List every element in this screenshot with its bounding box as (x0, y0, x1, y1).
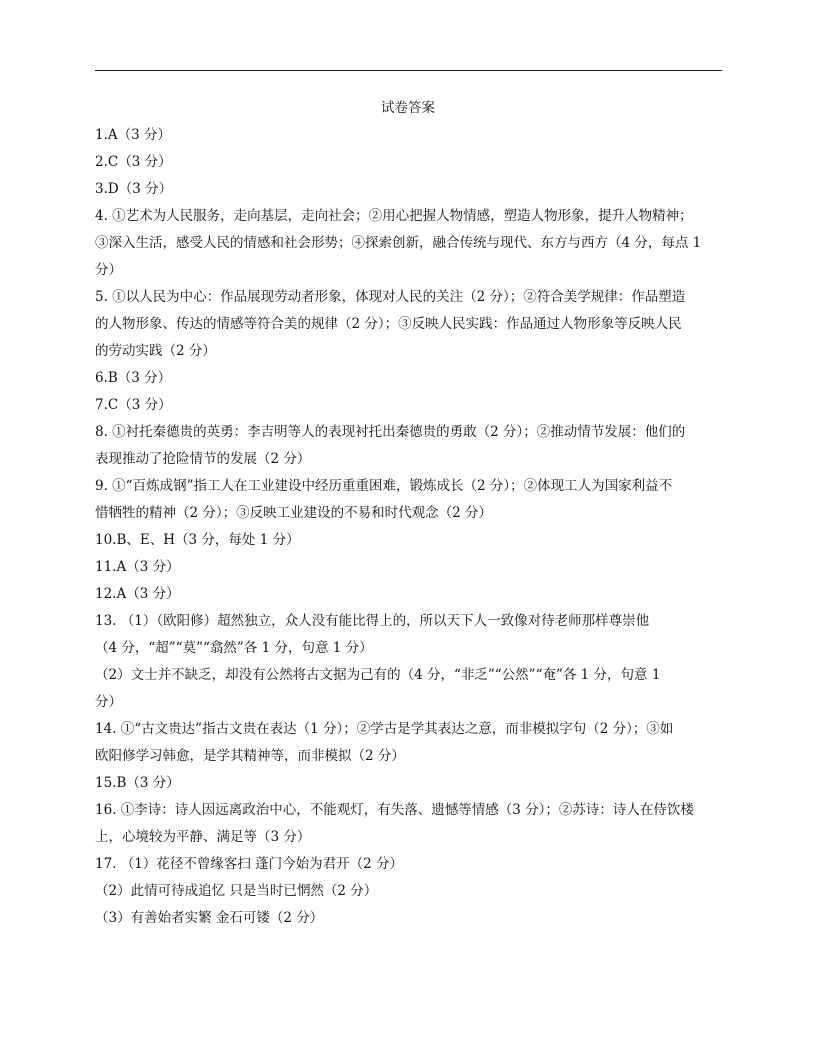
answer-line: 6.B（3 分） (95, 370, 172, 386)
answer-line: （3）有善始者实繁 金石可镂（2 分） (95, 910, 324, 926)
answer-line: 欧阳修学习韩愈，是学其精神等，而非模拟（2 分） (95, 748, 405, 764)
answer-line: （2）文士并不缺乏，却没有公然将古文据为己有的（4 分，“非乏”“公然”“奄”各 1 分，句意 1 (95, 667, 661, 683)
answer-line: 15.B（3 分） (95, 775, 180, 791)
answer-line: 14. ①“古文贵达”指古文贵在表达（1 分）；②学古是学其表达之意，而非模拟字句（2 分）；③如 (95, 721, 674, 737)
header-rule (95, 70, 722, 71)
answer-line: 的人物形象、传达的情感等符合美的规律（2 分）；③反映人民实践：作品通过人物形象等反映人民 (95, 316, 682, 332)
answer-line: 17. （1）花径不曾缘客扫 蓬门今始为君开（2 分） (95, 856, 404, 872)
answer-line: 9. ①“百炼成钢”指工人在工业建设中经历重重困难，锻炼成长（2 分）；②体现工人为国家利益不 (95, 478, 673, 494)
answer-line: 7.C（3 分） (95, 397, 172, 413)
answer-line: 惜牺牲的精神（2 分）；③反映工业建设的不易和时代观念（2 分） (95, 505, 493, 521)
answer-line: 1.A（3 分） (95, 127, 172, 143)
answer-line: 2.C（3 分） (95, 154, 172, 170)
answer-list (95, 122, 721, 932)
answer-line: 分） (95, 262, 122, 278)
answer-line: 12.A（3 分） (95, 586, 180, 602)
answer-line: 3.D（3 分） (95, 181, 173, 197)
answer-line: 10.B、E、H（3 分，每处 1 分） (95, 532, 300, 548)
page-title: 试卷答案 (381, 100, 435, 116)
answer-line: 4. ①艺术为人民服务，走向基层，走向社会；②用心把握人物情感，塑造人物形象，提升人物精神； (95, 208, 693, 224)
answer-line: 13. （1）（欧阳修）超然独立，众人没有能比得上的，所以天下人一致像对待老师那样尊崇他 (95, 613, 650, 629)
answer-line: 8. ①衬托秦德贵的英勇：李吉明等人的表现衬托出秦德贵的勇敢（2 分）；②推动情节发展：他们的 (95, 424, 686, 440)
answer-line: 上，心境较为平静、满足等（3 分） (95, 829, 311, 845)
answer-line: 16. ①李诗：诗人因远离政治中心，不能观灯，有失落、遗憾等情感（3 分）；②苏诗：诗人在侍饮楼 (95, 802, 694, 818)
answer-line: ③深入生活，感受人民的情感和社会形势；④探索创新，融合传统与现代、东方与西方（4 分，每点 1 (95, 235, 702, 251)
answer-line: 分） (95, 694, 122, 710)
answer-line: 表现推动了抢险情节的发展（2 分） (95, 451, 311, 467)
answer-line: 5. ①以人民为中心：作品展现劳动者形象，体现对人民的关注（2 分）；②符合美学规律：作品塑造 (95, 289, 686, 305)
answer-line: （4 分，“超”“莫”“翕然”各 1 分，句意 1 分） (95, 640, 373, 656)
answer-line: 的劳动实践（2 分） (95, 343, 216, 359)
answer-line: （2）此情可待成追忆 只是当时已惘然（2 分） (95, 883, 378, 899)
answer-line: 11.A（3 分） (95, 559, 180, 575)
